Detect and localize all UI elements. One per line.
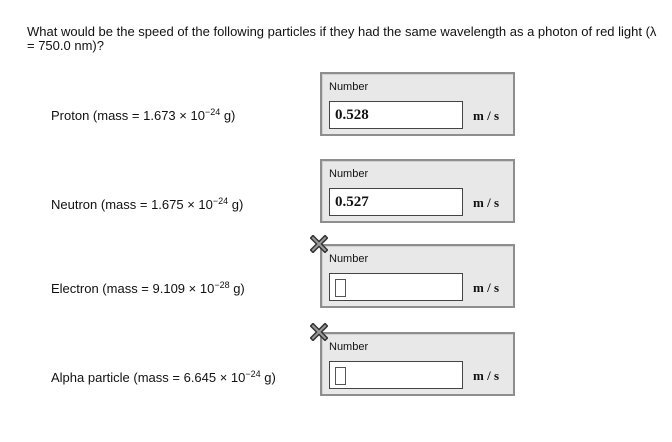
proton-speed-input[interactable]: 0.528 bbox=[329, 101, 463, 129]
number-caption: Number bbox=[329, 253, 369, 265]
electron-label: Electron (mass = $9.109 \times 10^{-28}$ g) bbox=[51, 280, 245, 296]
electron-speed-input[interactable] bbox=[329, 273, 463, 301]
neutron-label: Neutron (mass = $1.675 \times 10^{-24}$ g) bbox=[51, 196, 244, 212]
question-text: What would be the speed of the following particles if they had the same wavelength as a photon of red light (λ = 750.0 nm)? bbox=[27, 24, 657, 53]
number-caption: Number bbox=[329, 81, 369, 93]
neutron-answer-box bbox=[320, 159, 515, 223]
x-mark-icon bbox=[310, 323, 328, 341]
unit-label: m / s bbox=[473, 280, 499, 295]
alpha-particle-speed-input[interactable] bbox=[329, 361, 463, 389]
empty-input-marker bbox=[335, 279, 346, 297]
neutron-speed-input[interactable]: 0.527 bbox=[329, 188, 463, 216]
unit-label: m / s bbox=[473, 195, 499, 210]
unit-label: m / s bbox=[473, 108, 499, 123]
alpha-particle-label: Alpha particle (mass = $6.645 \times 10^{-24}$ g) bbox=[51, 369, 276, 385]
empty-input-marker bbox=[335, 367, 346, 385]
unit-label: m / s bbox=[473, 368, 499, 383]
number-caption: Number bbox=[329, 168, 369, 180]
alpha-particle-answer-box bbox=[320, 332, 515, 396]
x-mark-icon bbox=[310, 235, 328, 253]
proton-label: Proton (mass = $1.673 \times 10^{-24}$ g) bbox=[51, 107, 236, 123]
electron-answer-box bbox=[320, 244, 515, 308]
number-caption: Number bbox=[329, 341, 369, 353]
proton-answer-box bbox=[320, 72, 515, 136]
